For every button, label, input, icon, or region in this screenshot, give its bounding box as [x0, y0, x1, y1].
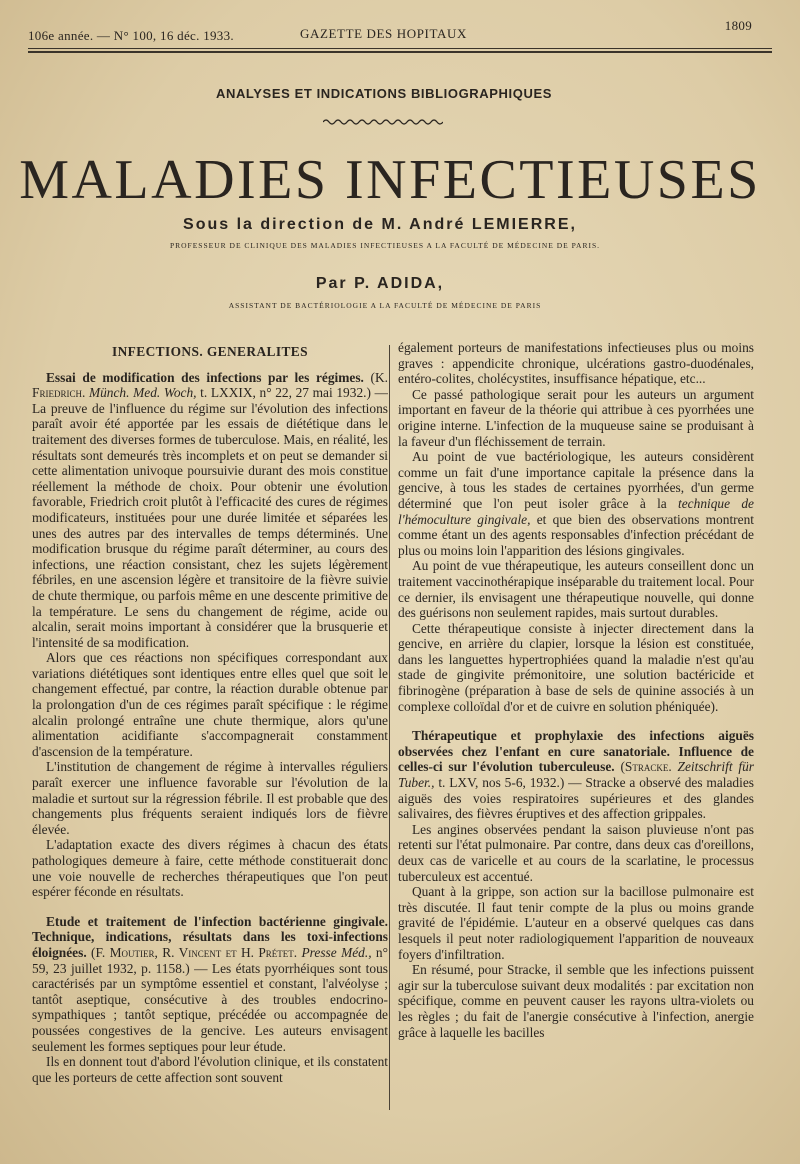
article-2-ref-open: (F. — [86, 944, 110, 960]
article-2-authors: Moutier, R. Vincent et H. Prétet. — [109, 944, 298, 960]
wavy-ornament — [323, 118, 443, 126]
article-2-para-6: Cette thérapeutique consiste à injecter directement dans la gencive, en arrière du clapier, lorsque la lésion est constituée, dans les languettes hypertrophiées quand la maladie n'est qu'au stade de gingivite prémonitoire, une solution bactéricide et fibrinogène (préparation à base de sels de quinine associés à un complexe colloïdal d'or et de cuivre en solution phéniquée). — [398, 620, 754, 714]
article-2-text: Les états pyorrhéiques sont tous caractérisés par un symptôme essentiel et constant, l'alvéolyse ; tantôt aseptique, consécutive à des troubles endocrino-sympathiques ; tantôt septique, précédée ou accompagnée de poussées congestives de la gencive. Les auteurs envisagent seulement les formes septiques pour leur étude. — [32, 960, 388, 1054]
article-2-para-1 — [32, 914, 388, 1054]
article-2-para-3: Ce passé pathologique serait pour les auteurs un argument important en faveur de la théorie qui attribue à ces pyorrhées une origine interne. L'infection de la muqueuse saine se produisant à la faveur d'un fléchissement de terrain. — [398, 386, 754, 449]
article-2-continued: également porteurs de manifestations infectieuses plus ou moins graves : appendicite chronique, ulcérations gastro-duodénales, entéro-colites, cholécystites, insuffisance hépatique, etc... — [398, 340, 754, 387]
article-3-ref-open: ( — [614, 759, 625, 775]
section-title: ANALYSES ET INDICATIONS BIBLIOGRAPHIQUES — [215, 86, 553, 101]
article-1-para-2: Alors que ces réactions non spécifiques correspondant aux variations diététiques sont identiques entre elles quel que soit le changement effectué, par contre, la réaction durable obtenue par la prolongation d'un de ces régimes paraît spécifique : le régime alcalin prolongé entraîne une chute thermique, alors qu'une alimentation acidifiante s'accompagnerait constamment d'ascension de la température. — [32, 650, 388, 759]
article-1-journal: Münch. Med. Woch, — [85, 385, 197, 401]
article-1-para-1 — [32, 370, 388, 651]
issue-info: 106e année. — N° 100, 16 déc. 1933. — [28, 28, 234, 43]
article-2-journal: Presse Méd., — [297, 944, 372, 960]
page-number: 1809 — [724, 18, 752, 33]
article-3-para-2: Les angines observées pendant la saison pluvieuse n'ont pas retenti sur l'état pulmonaire. Par contre, dans deux cas d'oreillons, deux cas de varicelle et au cours de la scarlatine, le processus tuberculeux est accentué. — [398, 821, 754, 884]
article-2-para-4-start: Au point de vue bactériologique, les auteurs considèrent comme un fait d'une importance capitale la présence dans la gencive, à tous les stades de certaines pyorrhées, d'un germe déterminé que l'on peut isoler grâce à la — [398, 449, 754, 511]
article-2-para-4 — [398, 449, 754, 558]
article-2-para-5: Au point de vue thérapeutique, les auteurs conseillent donc un traitement vaccinothérapique inséparable du traitement local. Pour ce dernier, ils envisagent une thérapeutique nouvelle, qui donne des guérisons non seulement rapides, mais surtout durables. — [398, 558, 754, 621]
article-1-ref-open: (K. — [363, 369, 388, 385]
article-1-author: Friedrich. — [32, 385, 86, 401]
article-1-para-3: L'institution de changement de régime à intervalles réguliers paraît exercer une influence favorable sur l'évolution de la maladie et surtout sur la régression fébrile. Il est probable que des changements plus fréquents seraient indiqués lors de fièvre élevée. — [32, 759, 388, 837]
article-1-para-4: L'adaptation exacte des divers régimes à chacun des états pathologiques demeure à faire, cette méthode constituerait donc une voie nouvelle de recherches thérapeutiques que l'on peut espérer féconde en résultats. — [32, 837, 388, 900]
article-1-ref-detail: t. LXXIX, n° 22, 27 mai 1932.) — — [196, 385, 388, 401]
article-1-title: Essai de modification des infections par les régimes. — [46, 369, 364, 385]
editor-title: PROFESSEUR DE CLINIQUE DES MALADIES INFECTIEUSES A LA FACULTÉ DE MÉDECINE DE PARIS. — [169, 241, 601, 250]
article-2-ref-detail: n° 59, 23 juillet 1932, p. 1158.) — — [32, 944, 388, 976]
article-1-text: La preuve de l'influence du régime sur l'évolution des infections paraît avoir été apportée par les essais de diététique dans le traitement des diverses formes de tuberculose. Mais, en réalité, les résultats sont demeurés très incomplets et on peut se demander si cette alimentation univoque poursuivie durant des mois constitue réellement la méthode de choix. Pour obtenir une évolution favorable, Friedrich croit plutôt à l'efficacité des cures de régimes modificateurs, instituées pour une durée limitée et séparées les unes des autres par des intervalles de temps déterminés. Une modification brusque du régime paraît déterminer, au cours des infections, une réaction consistant, chez les sujets légèrement fébriles, en une ascension légère et transitoire de la fièvre suivie de chute thermique, ou parfois même en une descente primitive de la température. Le sens du changement de régime, acide ou alcalin, serait moins important à considérer que la brusquerie et l'intensité de sa modification. — [32, 400, 388, 650]
article-2-para-4-end: et que bien des observations montrent comme étant un des agents responsables d'infection précédant de plus ou moins loin l'apparition des lésions gingivales. — [398, 511, 754, 558]
article-3-para-4: En résumé, pour Stracke, il semble que les infections puissent agir sur la tuberculose suivant deux modalités : par excitation non spécifique, comme en peuvent causer les rayons ultra-violets ou les règles ; du fait de l'anergie consécutive à l'infection, anergie grâce à laquelle les bacilles — [398, 962, 754, 1040]
rubric-heading: INFECTIONS. GENERALITES — [112, 344, 308, 359]
article-3-journal: Zeitschrift für Tuber., — [398, 759, 754, 791]
left-column — [32, 340, 388, 1120]
header-rule-thick — [28, 51, 772, 53]
column-divider — [389, 345, 390, 1110]
running-head — [28, 18, 752, 44]
main-title: MALADIES INFECTIEUSES — [19, 149, 761, 211]
article-2-para-2: Ils en donnent tout d'abord l'évolution clinique, et ils constatent que les porteurs de cette affection sont souvent — [32, 1054, 388, 1085]
editor-line: Sous la direction de M. André LEMIERRE, — [183, 216, 577, 233]
article-3-author: Stracke. — [624, 759, 672, 775]
author-title: ASSISTANT DE BACTÉRIOLOGIE A LA FACULTÉ DE MÉDECINE DE PARIS — [228, 301, 542, 310]
right-column — [398, 340, 754, 1120]
article-3-ref-detail: t. LXV, nos 5-6, 1932.) — — [434, 775, 582, 791]
article-2-title: Etude et traitement de l'infection bactérienne gingivale. Technique, indications, résultats dans les toxi-infections éloignées. — [32, 913, 388, 960]
article-3-para-1 — [398, 728, 754, 822]
article-2-technique: technique de l'hémoculture gingivale, — [398, 495, 754, 527]
article-3-text: Stracke a observé des maladies aiguës des voies respiratoires supérieures et des glandes salivaires, des fièvres éruptives et des affection grippales. — [398, 775, 754, 822]
article-3-para-3: Quant à la grippe, son action sur la bacillose pulmonaire est très discutée. Il faut tenir compte de la plus ou moins grande gravité de l'épidémie. L'auteur en a observé quelques cas dans lesquels il peut noter radiologiquement l'apparition de nouveaux foyers d'infiltration. — [398, 884, 754, 962]
header-rule — [28, 48, 772, 49]
author-line: Par P. ADIDA, — [315, 275, 445, 292]
journal-name: GAZETTE DES HOPITAUX — [300, 26, 467, 41]
article-3-title: Thérapeutique et prophylaxie des infections aiguës observées chez l'enfant en cure sanatoriale. Influence de celles-ci sur l'évolution tuberculeuse. — [398, 728, 754, 775]
